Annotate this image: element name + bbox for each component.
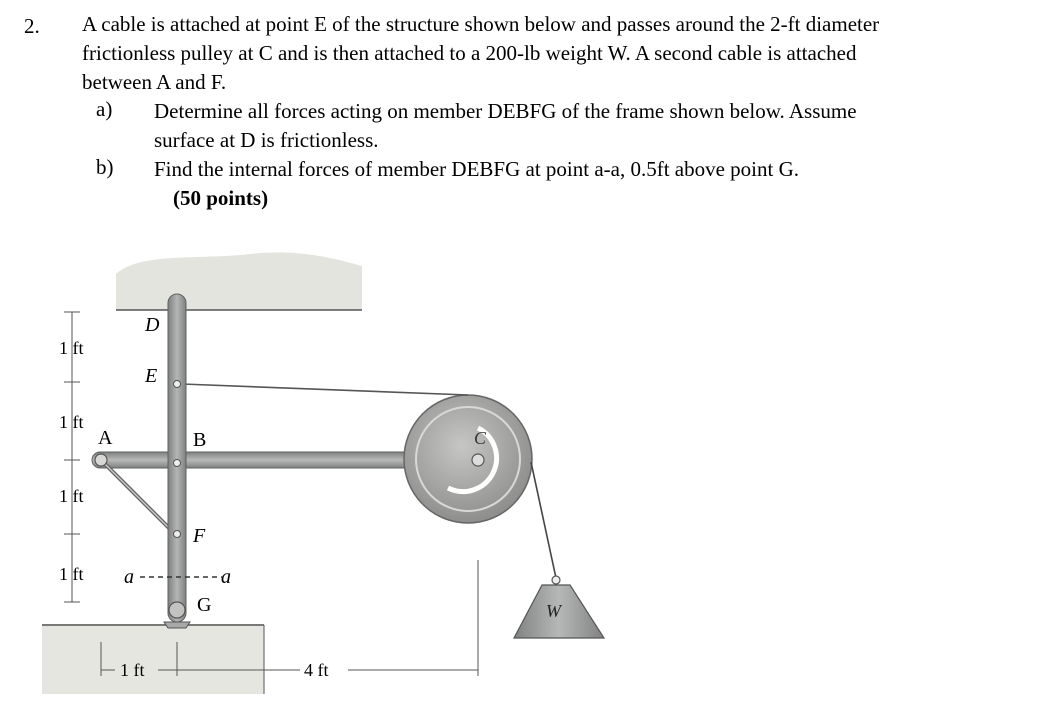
frame-diagram [0, 230, 1060, 702]
label-g: G [197, 594, 212, 616]
part-b-line-1: Find the internal forces of member DEBFG at point a-a, 0.5ft above point G. [154, 157, 800, 181]
label-b: B [193, 429, 207, 451]
problem-number: 2. [24, 14, 40, 38]
section-label-left: a [124, 566, 134, 588]
cable-e-to-pulley [182, 384, 468, 395]
pin-a [95, 454, 107, 466]
frame-figure [0, 230, 1060, 702]
vertical-dim-1: 1 ft [59, 338, 84, 358]
ground [42, 624, 264, 694]
pulley-axle [472, 454, 484, 466]
weight-hook [552, 576, 560, 584]
statement-line-2: frictionless pulley at C and is then attached to a 200-lb weight W. A second cable is attached [82, 41, 857, 65]
label-a: A [98, 427, 113, 449]
cable-pulley-to-weight [531, 462, 556, 578]
vertical-dim-3: 1 ft [59, 486, 84, 506]
cable-a-to-f-core [101, 460, 175, 534]
statement-line-1: A cable is attached at point E of the structure shown below and passes around the 2-ft diameter [82, 12, 880, 36]
label-f: F [193, 525, 206, 547]
label-w: W [546, 601, 561, 621]
pulley [404, 395, 532, 523]
ceiling [116, 252, 362, 310]
pin-support-g [169, 602, 185, 618]
horizontal-dim-second: 4 ft [304, 660, 329, 680]
label-e: E [145, 365, 158, 387]
horizontal-dim-first: 1 ft [120, 660, 145, 680]
label-d: D [145, 314, 160, 336]
section-label-right: a [221, 566, 231, 588]
part-a-line-2: surface at D is frictionless. [154, 128, 379, 152]
part-a-letter: a) [96, 97, 113, 121]
statement-line-3: between A and F. [82, 70, 227, 94]
vertical-member [168, 294, 186, 622]
pin-support-base [164, 622, 190, 628]
vertical-dim-4: 1 ft [59, 564, 84, 584]
label-c: C [474, 428, 487, 448]
problem-statement [0, 0, 1060, 230]
points-label: (50 points) [173, 186, 269, 210]
part-a-line-1: Determine all forces acting on member DEBFG of the frame shown below. Assume [154, 99, 857, 123]
vertical-dim-2: 1 ft [59, 412, 84, 432]
part-b-letter: b) [96, 155, 114, 179]
